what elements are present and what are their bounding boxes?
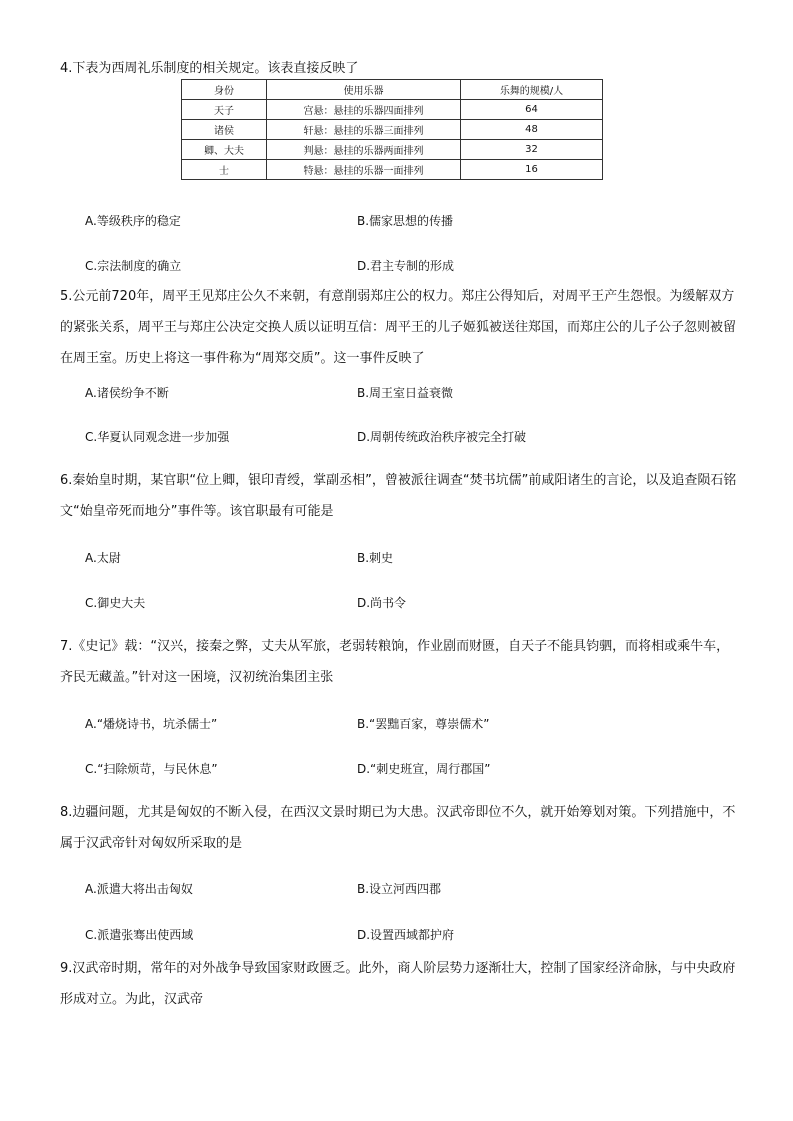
q7-option-b: B.“罢黜百家，尊崇儒术” — [357, 717, 490, 731]
table-cell: 诸侯 — [182, 120, 267, 140]
table-cell: 16 — [461, 160, 603, 180]
q5-option-a: A.诸侯纷争不断 — [85, 386, 169, 400]
q4-option-c: C.宗法制度的确立 — [85, 259, 182, 273]
q8-option-b: B.设立河西四郡 — [357, 882, 442, 896]
q4-option-d: D.君主专制的形成 — [357, 259, 455, 273]
q7-option-d: D.“刺史班宣，周行郡国” — [357, 762, 491, 776]
table-header-cell: 使用乐器 — [267, 80, 461, 100]
table-cell: 士 — [182, 160, 267, 180]
q7-option-a: A.“燔烧诗书，坑杀儒士” — [85, 717, 218, 731]
table-cell: 卿、大夫 — [182, 140, 267, 160]
q4-option-a: A.等级秩序的稳定 — [85, 214, 181, 228]
question-9-stem: 9.汉武帝时期，常年的对外战争导致国家财政匮乏。此外，商人阶层势力逐渐壮大，控制了国家经济命脉，与中央政府形成对立。为此，汉武帝 — [60, 961, 736, 1007]
question-7-stem: 7.《史记》载：“汉兴，接秦之弊，丈夫从军旅，老弱转粮饷，作业剧而财匮，自天子不能具钧驷，而将相或乘牛车，齐民无藏盖。”针对这一困境，汉初统治集团主张 — [60, 639, 730, 685]
table-cell: 64 — [461, 100, 603, 120]
table-row — [182, 100, 603, 120]
q8-option-a: A.派遣大将出击匈奴 — [85, 882, 193, 896]
q5-option-c: C.华夏认同观念进一步加强 — [85, 430, 230, 444]
q6-option-c: C.御史大夫 — [85, 596, 146, 610]
q6-option-b: B.刺史 — [357, 551, 394, 565]
q6-option-a: A.太尉 — [85, 551, 121, 565]
table-cell: 宫悬：悬挂的乐器四面排列 — [267, 100, 461, 120]
q4-option-b: B.儒家思想的传播 — [357, 214, 454, 228]
table-row — [182, 160, 603, 180]
question-4-stem: 4.下表为西周礼乐制度的相关规定。该表直接反映了 — [60, 61, 359, 76]
table-cell: 天子 — [182, 100, 267, 120]
table-cell: 轩悬：悬挂的乐器三面排列 — [267, 120, 461, 140]
table-cell: 48 — [461, 120, 603, 140]
table-cell: 32 — [461, 140, 603, 160]
q5-option-d: D.周朝传统政治秩序被完全打破 — [357, 430, 527, 444]
question-5-stem: 5.公元前720年，周平王见郑庄公久不来朝，有意削弱郑庄公的权力。郑庄公得知后，对周平王产生怨恨。为缓解双方的紧张关系，周平王与郑庄公决定交换人质以证明互信：周平王的儿子姬狐被送往郑国，而郑庄公的儿子公子忽则被留在周王室。历史上将这一事件称为“周郑交质”。这一事件反映了 — [60, 289, 737, 366]
q6-option-d: D.尚书令 — [357, 596, 407, 610]
table-header-cell: 身份 — [182, 80, 267, 100]
q5-option-b: B.周王室日益衰微 — [357, 386, 454, 400]
q8-option-d: D.设置西域都护府 — [357, 928, 455, 942]
table-row — [182, 140, 603, 160]
table-header-row — [182, 80, 603, 100]
table-header-cell: 乐舞的规模/人 — [461, 80, 603, 100]
question-8-stem: 8.边疆问题，尤其是匈奴的不断入侵，在西汉文景时期已为大患。汉武帝即位不久，就开始筹划对策。下列措施中，不属于汉武帝针对匈奴所采取的是 — [60, 805, 736, 851]
table-row — [182, 120, 603, 140]
ritual-music-table — [181, 79, 603, 180]
q7-option-c: C.“扫除烦苛，与民休息” — [85, 762, 218, 776]
table-cell: 特悬：悬挂的乐器一面排列 — [267, 160, 461, 180]
table-cell: 判悬：悬挂的乐器两面排列 — [267, 140, 461, 160]
question-6-stem: 6.秦始皇时期，某官职“位上卿，银印青绶，掌副丞相”，曾被派往调查“焚书坑儒”前咸阳诸生的言论，以及追查陨石铭文“始皇帝死而地分”事件等。该官职最有可能是 — [60, 473, 737, 519]
q8-option-c: C.派遣张骞出使西域 — [85, 928, 194, 942]
